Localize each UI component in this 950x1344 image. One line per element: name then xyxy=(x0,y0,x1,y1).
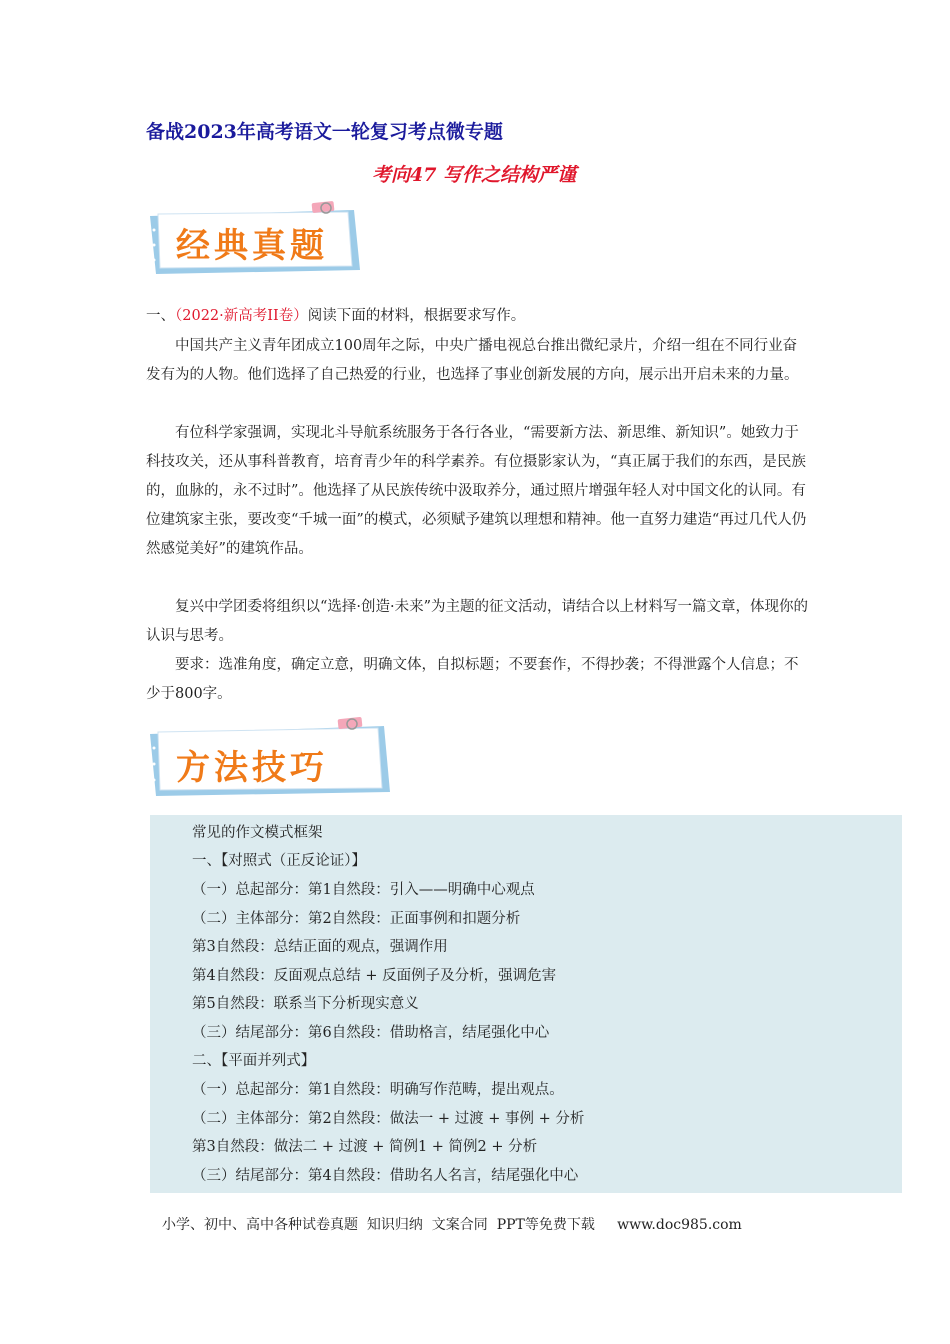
document-subtitle: 考向47 写作之结构严谨 xyxy=(372,164,577,186)
question-paragraph-2: 有位科学家强调，实现北斗导航系统服务于各行各业，“需要新方法、新思维、新知识”。她致力于科技攻关，还从事科普教育，培育青少年的科学素养。有位摄影家认为，“真正属于我们的东西，是民族的，血脉的，永不过时”。他选择了从民族传统中汲取养分，通过照片增强年轻人对中国文化的认同。有位建筑家主张，要改变“千城一面”的模式，必须赋予建筑以理想和精神。他一直努力建造“再过几代人仍然感觉美好”的建筑作品。 xyxy=(146,425,807,557)
page-footer: 小学、初中、高中各种试卷真题 知识归纳 文案合同 PPT等免费下载 www.doc985.com xyxy=(162,1217,742,1233)
box-line: （三）结尾部分：第4自然段：借助名人名言，结尾强化中心 xyxy=(192,1168,579,1184)
box-line: 第4自然段：反面观点总结 + 反面例子及分析，强调危害 xyxy=(192,968,557,984)
question-paragraph-3: 复兴中学团委将组织以“选择·创造·未来”为主题的征文活动，请结合以上材料写一篇文章，体现你的认识与思考。 xyxy=(146,599,809,644)
question-paragraph-1: 中国共产主义青年团成立100周年之际，中央广播电视总台推出微纪录片，介绍一组在不同行业奋发有为的人物。他们选择了自己热爱的行业，也选择了事业创新发展的方向，展示出开启未来的力量。 xyxy=(146,338,799,383)
box-line: 常见的作文模式框架 xyxy=(192,825,323,841)
question-instruction: 阅读下面的材料，根据要求写作。 xyxy=(307,308,526,324)
banner-method-label: 方法技巧 xyxy=(176,748,328,788)
box-line: 第5自然段：联系当下分析现实意义 xyxy=(192,996,419,1012)
banner-classic-questions xyxy=(146,200,366,278)
box-line: （一）总起部分：第1自然段：明确写作范畴，提出观点。 xyxy=(192,1082,564,1098)
box-line: （三）结尾部分：第6自然段：借助格言，结尾强化中心 xyxy=(192,1025,550,1041)
banner-method-tips xyxy=(146,714,396,800)
box-line: 第3自然段：做法二 + 过渡 + 简例1 + 简例2 + 分析 xyxy=(192,1139,538,1155)
banner-classic-label: 经典真题 xyxy=(176,226,328,266)
document-title: 备战2023年高考语文一轮复习考点微专题 xyxy=(146,121,503,143)
box-line: 一、【对照式（正反论证）】 xyxy=(192,853,366,869)
question-paragraph-4: 要求：选准角度，确定立意，明确文体，自拟标题；不要套作，不得抄袭；不得泄露个人信息；不少于800字。 xyxy=(146,657,799,702)
question-number: 一、 xyxy=(146,308,175,324)
box-line: （二）主体部分：第2自然段：正面事例和扣题分析 xyxy=(192,911,521,927)
box-line: 第3自然段：总结正面的观点，强调作用 xyxy=(192,939,448,955)
question-source: （2022·新高考II卷） xyxy=(175,308,308,324)
box-line: （二）主体部分：第2自然段：做法一 + 过渡 + 事例 + 分析 xyxy=(192,1111,585,1127)
method-framework-box xyxy=(150,815,902,1193)
box-line: 二、【平面并列式】 xyxy=(192,1053,316,1069)
question-header xyxy=(146,302,810,331)
box-line: （一）总起部分：第1自然段：引入——明确中心观点 xyxy=(192,882,535,898)
